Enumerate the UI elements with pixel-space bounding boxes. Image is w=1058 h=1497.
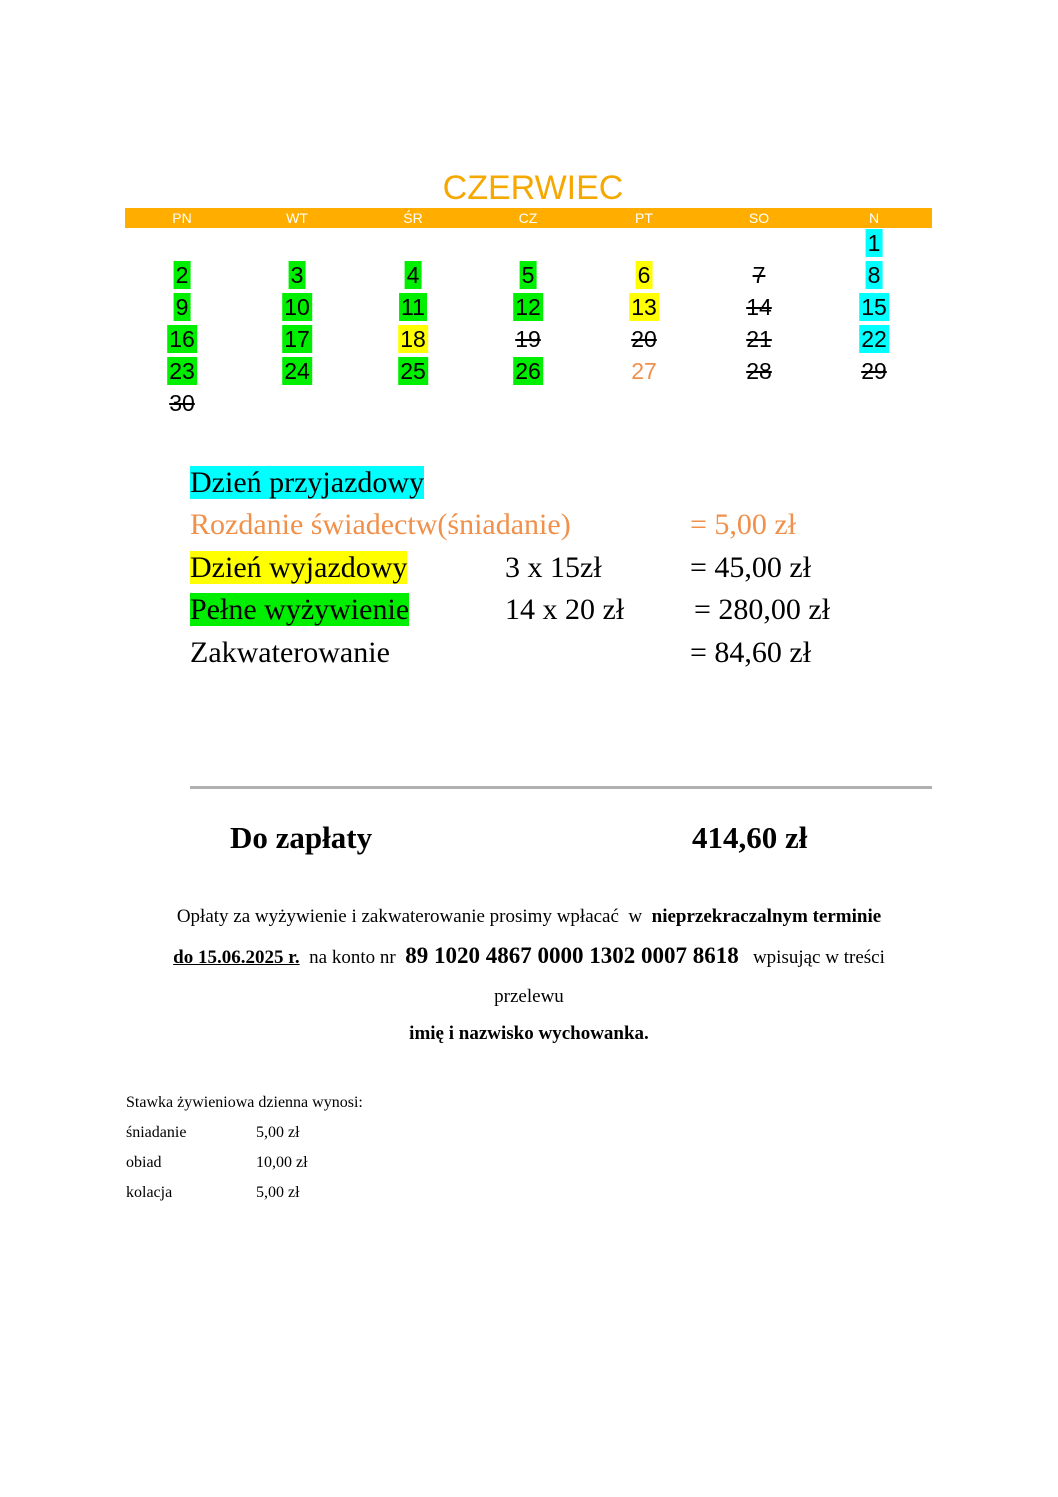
calendar-day: 7 xyxy=(752,262,766,288)
certificate-amount: = 5,00 zł xyxy=(690,508,797,541)
divider xyxy=(190,786,932,789)
calendar-day: 23 xyxy=(169,358,195,384)
payment-line-4: imię i nazwisko wychowanka. xyxy=(409,1023,649,1044)
calendar-day: 16 xyxy=(169,326,195,352)
calendar-day: 27 xyxy=(631,358,657,384)
payment-line-3: przelewu xyxy=(494,986,564,1007)
calendar-day: 6 xyxy=(637,262,651,288)
calendar-day: 11 xyxy=(401,294,425,320)
calendar-day: 24 xyxy=(284,358,310,384)
calendar-day: 21 xyxy=(746,326,772,352)
calendar-day: 17 xyxy=(284,326,310,352)
rate-name: kolacja xyxy=(126,1184,173,1201)
rates-heading: Stawka żywieniowa dzienna wynosi: xyxy=(126,1094,363,1111)
payment-account-number: 89 1020 4867 0000 1302 0007 8618 xyxy=(405,943,739,968)
full-board-amount: = 280,00 zł xyxy=(694,593,831,626)
accommodation-amount: = 84,60 zł xyxy=(690,636,812,669)
weekday-header xyxy=(125,208,932,228)
weekday-pn: PN xyxy=(172,210,192,226)
full-board-row xyxy=(190,591,409,629)
calendar-day: 22 xyxy=(861,326,887,352)
month-title: CZERWIEC xyxy=(442,169,624,207)
calendar-day: 25 xyxy=(400,358,426,384)
departure-calc: 3 x 15zł xyxy=(505,551,602,584)
calendar-day: 28 xyxy=(746,358,772,384)
calendar-day: 8 xyxy=(867,262,881,288)
rate-name: obiad xyxy=(126,1154,162,1171)
calendar-day: 20 xyxy=(631,326,657,352)
departure-amount: = 45,00 zł xyxy=(690,551,812,584)
payment-deadline-phrase: nieprzekraczalnym terminie xyxy=(651,906,882,927)
calendar-day: 10 xyxy=(284,294,310,320)
calendar-day: 1 xyxy=(867,230,881,256)
payment-line-2 xyxy=(0,941,1058,973)
calendar-day: 3 xyxy=(290,262,304,288)
calendar-day: 18 xyxy=(400,326,426,352)
rate-name: śniadanie xyxy=(126,1124,187,1141)
arrival-day-row xyxy=(190,464,424,502)
calendar-day: 30 xyxy=(169,390,195,416)
calendar-day: 15 xyxy=(861,294,887,320)
payment-account-prefix: na konto nr xyxy=(299,947,406,968)
calendar-day: 13 xyxy=(631,294,657,320)
payment-line-1 xyxy=(0,904,1058,930)
departure-day-label: Dzień wyjazdowy xyxy=(190,551,408,584)
rate-price: 5,00 zł xyxy=(256,1184,300,1201)
total-label: Do zapłaty xyxy=(230,820,373,855)
accommodation-label: Zakwaterowanie xyxy=(190,636,390,669)
certificate-label: Rozdanie świadectw(śniadanie) xyxy=(190,508,571,541)
payment-deadline-date: do 15.06.2025 r. xyxy=(173,947,300,968)
weekday-so: SO xyxy=(748,210,770,226)
calendar-day: 19 xyxy=(515,326,541,352)
calendar-day: 2 xyxy=(175,262,189,288)
calendar-day: 9 xyxy=(175,294,189,320)
arrival-day-label: Dzień przyjazdowy xyxy=(190,466,425,499)
full-board-label: Pełne wyżywienie xyxy=(190,593,410,626)
weekday-wt: WT xyxy=(286,210,308,226)
calendar-day: 4 xyxy=(406,262,420,288)
rate-price: 10,00 zł xyxy=(256,1154,308,1171)
total-value: 414,60 zł xyxy=(692,820,808,855)
weekday-n: N xyxy=(868,210,880,226)
calendar-day: 5 xyxy=(521,262,535,288)
calendar-day: 29 xyxy=(861,358,887,384)
full-board-calc: 14 x 20 zł xyxy=(505,593,625,626)
payment-account-suffix: wpisując w treści xyxy=(738,947,885,968)
payment-intro: Opłaty za wyżywienie i zakwaterowanie prosimy wpłacać w xyxy=(176,906,652,927)
rate-price: 5,00 zł xyxy=(256,1124,300,1141)
weekday-pt: PT xyxy=(635,210,653,226)
weekday-cz: CZ xyxy=(518,210,538,226)
departure-day-row xyxy=(190,549,407,587)
calendar-day: 14 xyxy=(746,294,772,320)
calendar-day: 26 xyxy=(515,358,541,384)
weekday-sr: ŚR xyxy=(403,210,423,226)
calendar-day: 12 xyxy=(515,294,541,320)
